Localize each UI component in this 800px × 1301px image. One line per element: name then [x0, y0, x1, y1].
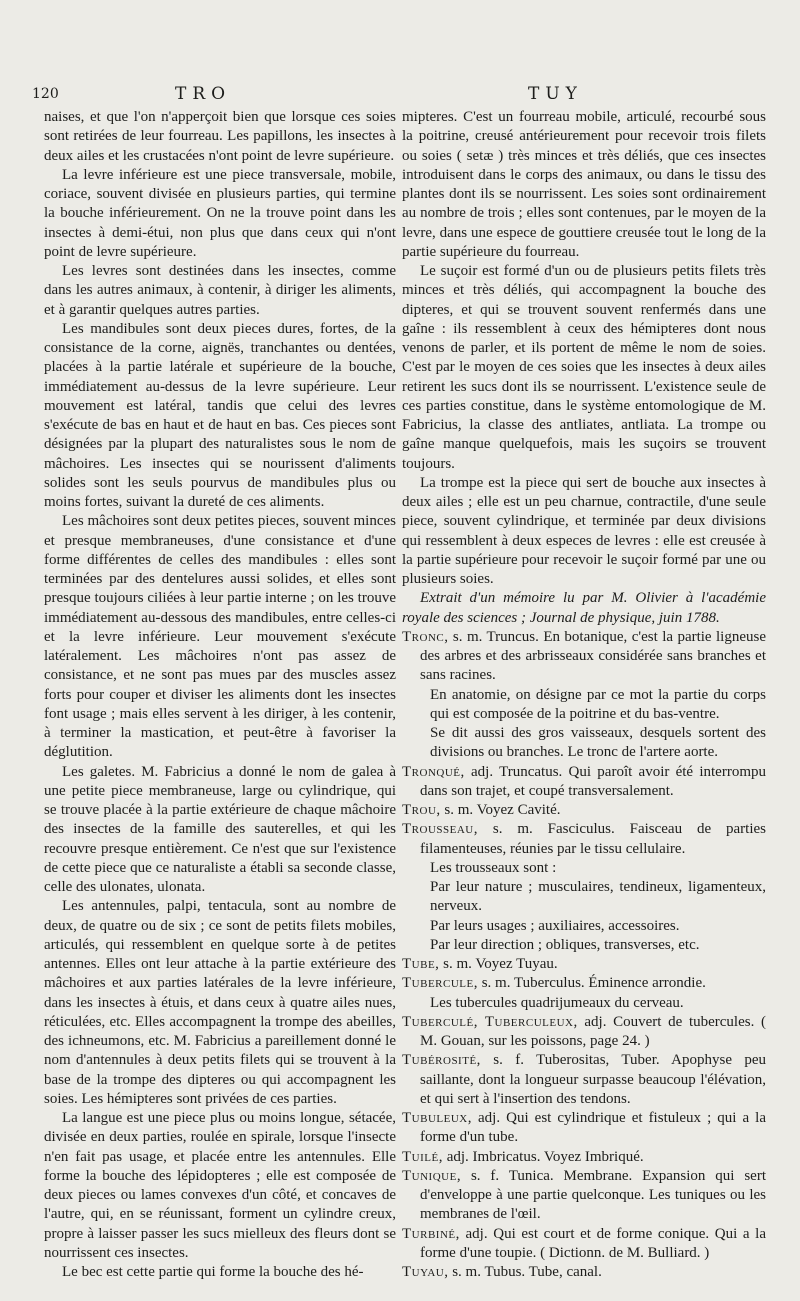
paragraph: Les galetes. M. Fabricius a donné le nom de galea à une petite piece membraneuse, large ou cylindrique, qui se trouve placée à la partie extérieure de chaque mâchoire des insectes de la famille des sauterelles, et qui les recouvre presque entièrement. Ce n'est que sur l'existence de cette piece que ce naturaliste a établi sa seconde classe, celle des ulonates, ulonata. — [44, 763, 396, 895]
entry-continuation: Par leurs usages ; auxiliaires, accessoires. — [430, 917, 680, 934]
entry-continuation: Par leur direction ; obliques, transverses, etc. — [430, 936, 700, 953]
paragraph: Le suçoir est formé d'un ou de plusieurs petits filets très minces et très déliés, qui accompagnent la bouche des dipteres, et qui se trouvent souvent renfermés dans une gaîne : ils ressemblent à ceux des hémipteres dont nous venons de parler, et ils portent de même le nom de soies. C'est par le moyen de ces soies que les insectes à deux ailes retirent les sucs dont ils se nourrissent. L'existence seule de ces parties constitue, dans le système entomologique de M. Fabricius, la classe des antliates, antliata. La trompe ou gaîne manque quelquefois, mais les suçoirs se trouvent toujours. — [402, 263, 766, 472]
entry-body: s. m. Tubus. Tube, canal. — [452, 1264, 602, 1280]
paragraph: La langue est une piece plus ou moins longue, sétacée, divisée en deux parties, roulée en spirale, lorsque l'insecte n'en fait pas usage, et placée entre les antennules. Elle forme la bouche des lépidopteres ; elle est composée de deux pieces ou lames convexes d'un côté, et concaves de l'autre, qui, en se réunissant, forment un cylindre creux, propre à laisser passer les sucs mielleux des fleurs dont se nourrissent ces insectes. — [44, 1110, 396, 1261]
paragraph: Les mâchoires sont deux petites pieces, souvent minces et presque membraneuses, d'une consistance et d'une forme différentes de celles des mandibules : elles sont terminées par des dentelures aussi solides, et elles sont presque toujours ciliées à leur partie interne ; on les trouve immédiatement au-dessous des mandibules, entre celles-ci et la levre inférieure. Leur mouvement s'exécute latéralement. Les mâchoires n'ont pas assez de consistance, et ne sont pas mues par des muscles assez forts pour couper et diviser les aliments dont les insectes font usage ; mais elles servent à les diriger, à les contenir, à terminer la mastication, et peut-être à favoriser la déglutition. — [44, 513, 396, 761]
entry-body: s. m. Voyez Tuyau. — [443, 956, 558, 972]
entry-body: adj. Qui est court et de forme conique. Qui a la forme d'une toupie. ( Dictionn. de M. Bulliard. ) — [420, 1225, 767, 1261]
dictionary-entry — [402, 1263, 766, 1282]
running-head-right: TUY — [528, 84, 583, 104]
paragraph: Les antennules, palpi, tentacula, sont au nombre de deux, de quatre ou de six ; ce sont de petits filets mobiles, articulés, qui ressemblent en quelque sorte à de petites antennes. Elles ont leur attache à la partie extérieure des mâchoires et aux parties latérales de la levre inférieure, dans les insectes à étuis, et dans ceux à quatre ailes nues, réticulées, etc. Elles accompagnent la trompe des abeilles, des ichneumons, etc. M. Fabricius a pareillement donné le nom d'antennules à deux petits filets qui se trouvent à la base de la trompe des dipteres ou qui accompagnent les soies. Les hémipteres sont privées de ces parties. — [44, 898, 396, 1107]
entry-body: adj. Couvert de tubercules. ( M. Gouan, sur les poissons, page 24. ) — [420, 1013, 766, 1049]
dictionary-entry — [402, 1167, 766, 1225]
dictionary-entry — [402, 974, 766, 993]
paragraph: naises, et que l'on n'apperçoit bien que lorsque ces soies sont retirées de leur fourreau. Les papillons, les insectes à deux ailes et les crustacées n'ont point de levre supérieure. — [44, 109, 396, 164]
entry-body: adj. Qui est cylindrique et fistuleux ; qui a la forme d'un tube. — [420, 1110, 767, 1146]
entry-headword: Tubérosité, — [402, 1052, 481, 1069]
entry-continuation: Par leur nature ; musculaires, tendineux, ligamenteux, nerveux. — [430, 879, 766, 915]
dictionary-entry — [402, 801, 766, 820]
entry-continuation: Les tubercules quadrijumeaux du cerveau. — [430, 994, 684, 1011]
dictionary-entry — [402, 1109, 766, 1148]
entry-headword: Tuilé, — [402, 1148, 443, 1165]
dictionary-entry — [402, 820, 766, 859]
paragraph: Les levres sont destinées dans les insectes, comme dans les autres animaux, à contenir, à diriger les aliments, et à garantir quelques autres parties. — [44, 263, 396, 318]
dictionary-entry — [402, 628, 766, 686]
entry-headword: Tubuleux, — [402, 1110, 472, 1126]
entry-continuation: En anatomie, on désigne par ce mot la partie du corps qui est composée de la poitrine et du bas-ventre. — [430, 686, 766, 722]
entry-headword: Tronc, — [402, 628, 449, 645]
paragraph: Le bec est cette partie qui forme la bouche des hé- — [62, 1264, 364, 1280]
entry-headword: Tunique, — [402, 1167, 462, 1184]
paragraph: La levre inférieure est une piece transversale, mobile, coriace, souvent divisée en plusieurs parties, qui termine la bouche inférieurement. On ne la trouve point dans les insectes à demi-étui, non plus que dans ceux qui n'ont point de levre supérieure. — [44, 166, 396, 260]
entry-headword: Tube, — [402, 956, 440, 972]
paragraph: La trompe est la piece qui sert de bouche aux insectes à deux ailes ; elle est un peu charnue, contractile, d'une seule piece, souvent cylindrique, et terminée par deux divisions qui ressemblent à deux especes de levres : elle est creusée à la partie supérieure pour recevoir le suçoir formé par une ou plusieurs soies. — [402, 474, 766, 587]
entry-body: s. f. Tunica. Membrane. Expansion qui sert d'enveloppe à une partie quelconque. Les tuniques ou les membranes de l'œil. — [420, 1167, 766, 1223]
dictionary-entry — [402, 763, 766, 802]
entry-headword: Tronqué, — [402, 763, 465, 780]
page-header — [0, 84, 800, 106]
dictionary-entry — [402, 1051, 766, 1109]
entry-body: s. m. Truncus. En botanique, c'est la partie ligneuse des arbres et des arbrisseaux considérée sans branches et sans racines. — [420, 628, 767, 684]
entry-headword: Tubercule, — [402, 975, 478, 992]
entry-headword: Trou, — [402, 802, 441, 818]
entry-headword: Turbiné, — [402, 1225, 460, 1242]
right-column — [402, 108, 766, 1282]
running-head-left: TRO — [175, 84, 232, 104]
entry-headword: Tuberculé, Tuberculeux, — [402, 1013, 578, 1030]
dictionary-entry — [402, 955, 766, 974]
dictionary-entry — [402, 1225, 766, 1264]
entry-body: adj. Truncatus. Qui paroît avoir été interrompu dans son trajet, et coupé transversalement. — [420, 763, 767, 799]
entry-body: s. m. Fasciculus. Faisceau de parties filamenteuses, réunies par le tissu cellulaire. — [420, 821, 767, 857]
entry-headword: Tuyau, — [402, 1264, 449, 1280]
entry-body: s. m. Tuberculus. Éminence arrondie. — [481, 975, 706, 992]
left-column — [44, 108, 396, 1282]
entry-body: s. m. Voyez Cavité. — [444, 802, 561, 818]
entry-headword: Trousseau, — [402, 821, 478, 838]
page-number: 120 — [32, 86, 59, 102]
paragraph: mipteres. C'est un fourreau mobile, articulé, recourbé sous la poitrine, creusé antérieurement pour recevoir trois filets ou soies ( setæ ) très minces et très déliés, que ces insectes introduisent dans le corps des animaux, ou dans le tissu des plantes dont ils se nourrissent. Les soies sont ordinairement au nombre de trois ; elles sont contenues, par le moyen de la levre, dans une espece de gouttiere creusée tout le long de la partie supérieure du fourreau. — [402, 109, 766, 260]
entry-continuation: Se dit aussi des gros vaisseaux, desquels sortent des divisions ou branches. Le tronc de l'artere aorte. — [430, 725, 766, 761]
entry-body: s. f. Tuberositas, Tuber. Apophyse peu saillante, dont la longueur surpasse beaucoup l'élévation, et qui sert à l'insertion des tendons. — [420, 1052, 766, 1107]
entry-body: adj. Imbricatus. Voyez Imbriqué. — [446, 1148, 644, 1165]
entry-continuation: Les trousseaux sont : — [430, 859, 557, 876]
dictionary-entry — [402, 1148, 766, 1167]
dictionary-entry — [402, 1013, 766, 1052]
paragraph: Les mandibules sont deux pieces dures, fortes, de la consistance de la corne, aignës, tranchantes ou dentées, placées à la partie latérale et supérieure de la bouche, immédiatement au-dessus de la levre supérieure. Leur mouvement est latéral, tandis que celui des levres s'exécute de bas en haut et de haut en bas. Ces pieces sont désignées par la plupart des naturalistes sous le nom de mâchoires. Les insectes qui se nourissent d'aliments solides sont les seuls pourvus de mandibules plus ou moins fortes, suivant la dureté de ces aliments. — [44, 320, 396, 510]
citation: Extrait d'un mémoire lu par M. Olivier à l'académie royale des sciences ; Journal de physique, juin 1788. — [402, 590, 766, 626]
